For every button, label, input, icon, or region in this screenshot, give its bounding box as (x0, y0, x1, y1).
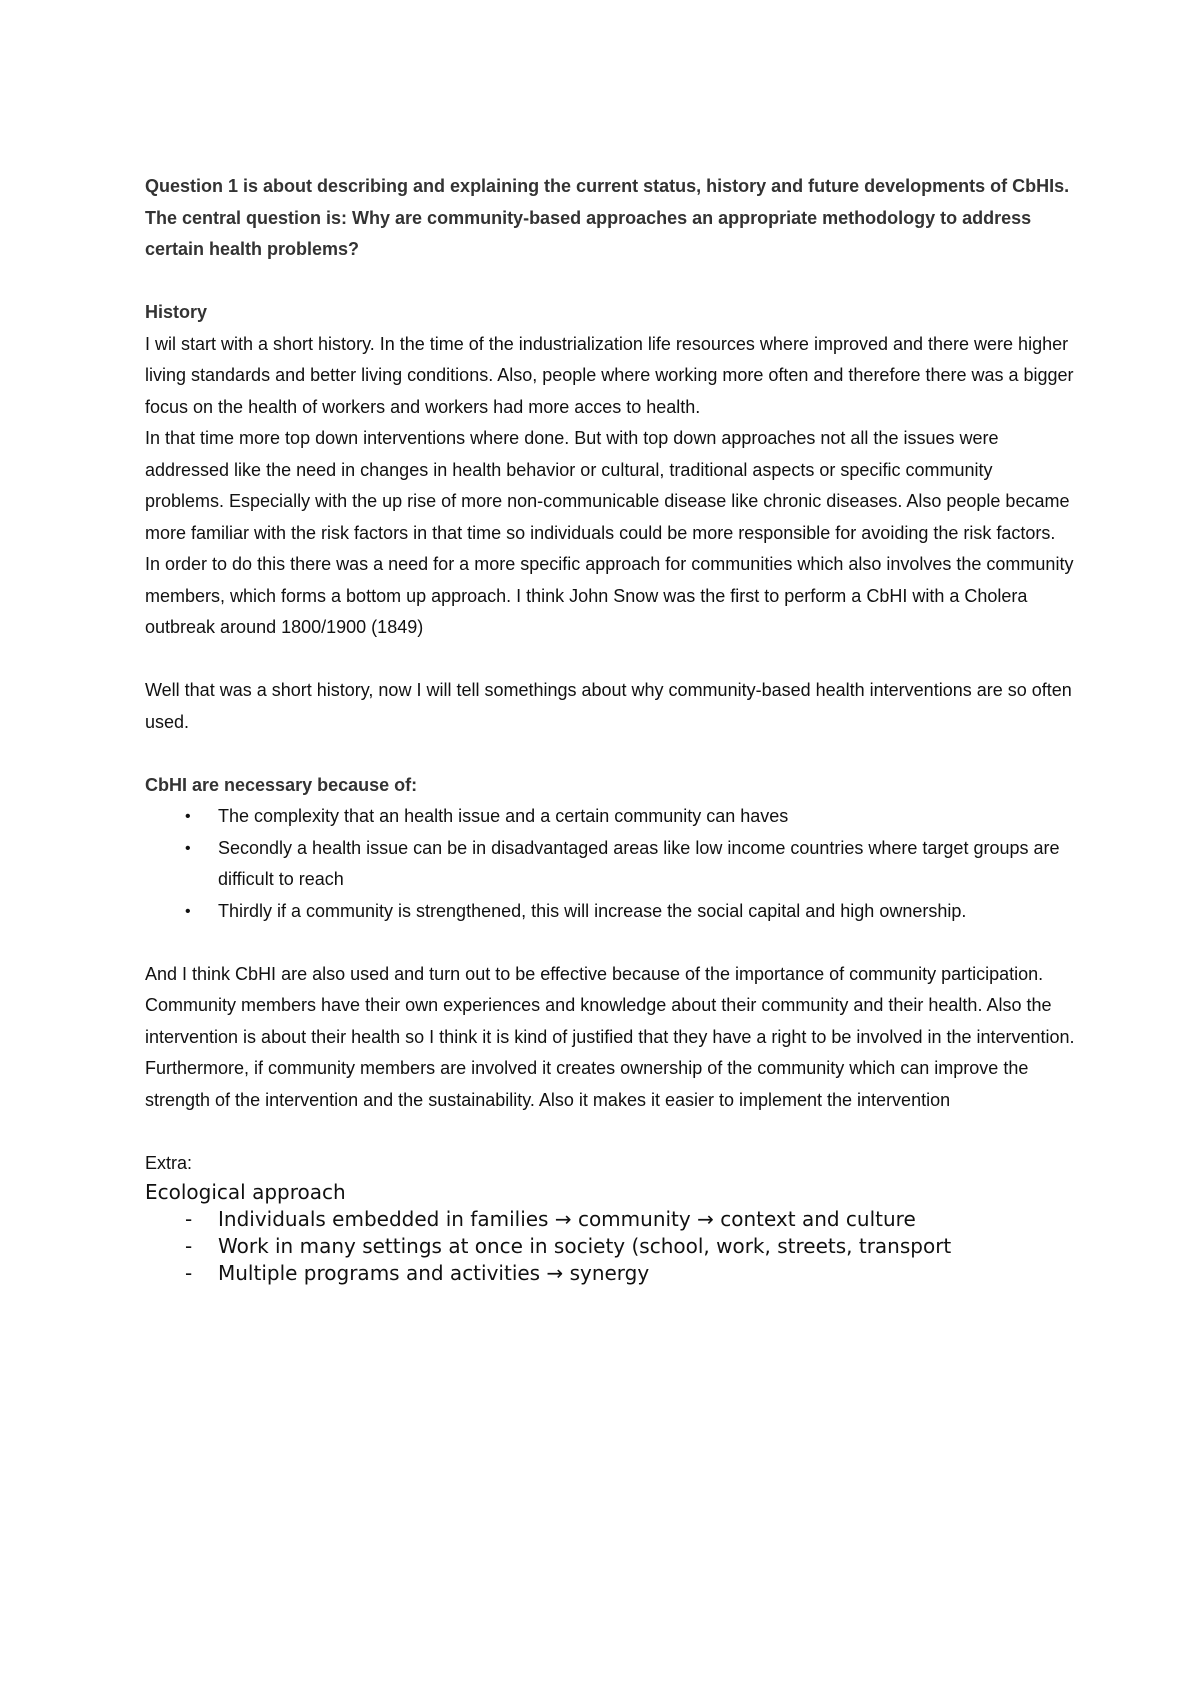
necessary-heading: CbHI are necessary because of: (145, 774, 418, 795)
history-paragraph: In that time more top down interventions where done. But with top down approaches not all the issues were addressed like the need in changes in health behavior or cultural, traditional aspects or specific community problems. Especially with the up rise of more non-communicable disease like chronic diseases. Also people became more familiar with the risk factors in that time so individuals could be more responsible for avoiding the risk factors. (145, 428, 1070, 543)
bullet-icon: • (185, 839, 191, 857)
extra-label: Extra: (145, 1152, 193, 1173)
bullet-icon: • (185, 808, 191, 825)
history-paragraph: I wil start with a short history. In the time of the industrialization life resources where improved and there were higher living standards and better living conditions. Also, people where working more often and therefore there was a bigger focus on the health of workers and workers had more acces to health. (145, 333, 1074, 417)
necessary-list (145, 801, 1075, 927)
extra-heading: Ecological approach (145, 1180, 346, 1204)
dash-icon: - (185, 1234, 193, 1258)
history-paragraph: In order to do this there was a need for a more specific approach for communities which also involves the community members, which forms a bottom up approach. I think John Snow was the first to perform a CbHI with a Cholera outbreak around 1800/1900 (1849) (145, 554, 1074, 637)
document-body (145, 171, 1075, 1287)
list-item-text: Secondly a health issue can be in disadvantaged areas like low income countries where target groups are difficult to reach (218, 837, 1060, 889)
spacer (145, 644, 1075, 676)
intro-question: Question 1 is about describing and explaining the current status, history and future developments of CbHIs. The central question is: Why are community-based approaches an appropriate methodology to address certain health problems? (145, 176, 1070, 259)
list-item-text: Work in many settings at once in society (school, work, streets, transport (218, 1234, 952, 1258)
spacer (145, 738, 1075, 770)
list-item (145, 833, 1075, 896)
list-item-text: Individuals embedded in families → community → context and culture (218, 1207, 916, 1231)
dash-icon: - (185, 1261, 193, 1285)
list-item-text: The complexity that an health issue and a certain community can haves (218, 806, 789, 826)
list-item (145, 1233, 1075, 1260)
list-item (145, 801, 1075, 833)
bullet-icon: • (185, 902, 191, 920)
participation-paragraph: And I think CbHI are also used and turn out to be effective because of the importance of community participation. (145, 963, 1044, 984)
list-item (145, 1206, 1075, 1233)
list-item-text: Multiple programs and activities → synergy (218, 1261, 650, 1285)
spacer (145, 927, 1075, 959)
spacer (145, 266, 1075, 298)
list-item (145, 896, 1075, 928)
dash-icon: - (185, 1207, 193, 1231)
list-item-text: Thirdly if a community is strengthened, this will increase the social capital and high ownership. (218, 900, 967, 921)
extra-list (145, 1206, 1075, 1287)
history-heading: History (145, 302, 208, 322)
participation-paragraph: Community members have their own experiences and knowledge about their community and their health. Also the intervention is about their health so I think it is kind of justified that they have a right to be involved in the intervention. Furthermore, if community members are involved it creates ownership of the community which can improve the strength of the intervention and the sustainability. Also it makes it easier to implement the intervention (145, 995, 1075, 1110)
list-item (145, 1260, 1075, 1287)
spacer (145, 1116, 1075, 1148)
transition-paragraph: Well that was a short history, now I will tell somethings about why community-based health interventions are so often used. (145, 680, 1072, 732)
